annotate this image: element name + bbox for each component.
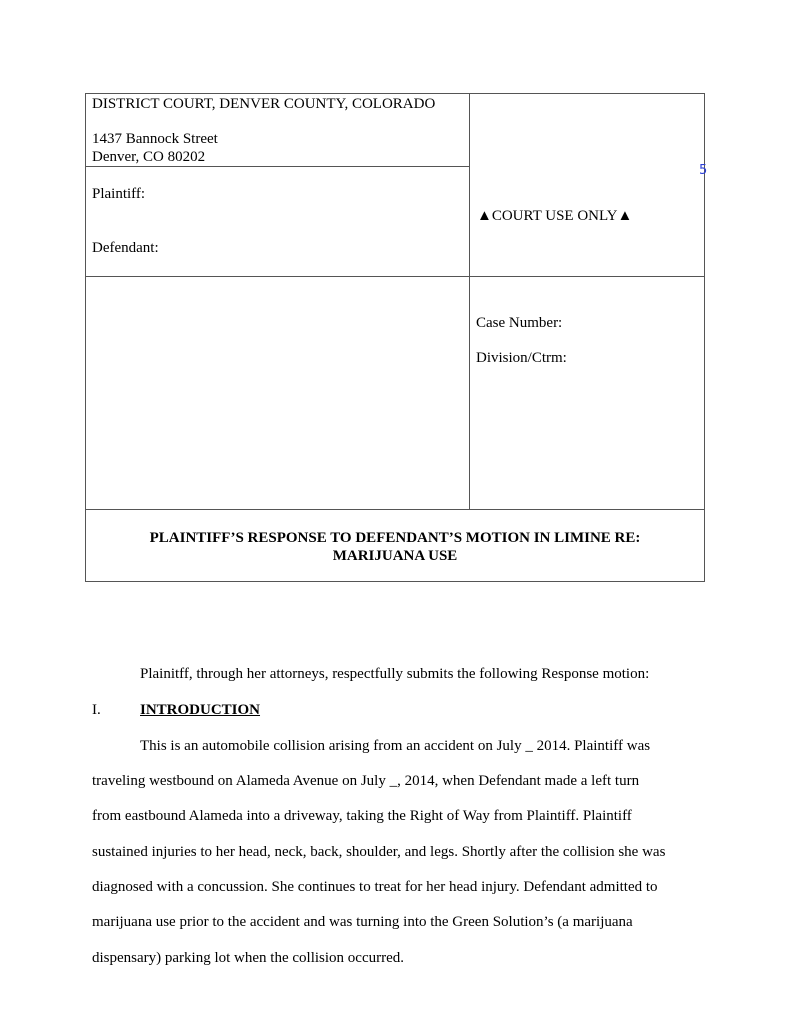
caption-divider-title: [86, 509, 704, 510]
document-title-line-2: MARIJUANA USE: [332, 548, 458, 564]
paragraph-line: sustained injuries to her head, neck, back, shoulder, and legs. Shortly after the collision she was: [92, 844, 666, 860]
caption-divider-parties: [86, 276, 704, 277]
case-caption-table: [85, 93, 708, 582]
section-number: I.: [92, 702, 101, 718]
case-number-label: Case Number:: [476, 315, 563, 331]
margin-revision-mark: 5: [699, 163, 708, 178]
paragraph-line: dispensary) parking lot when the collision occurred.: [92, 950, 404, 966]
paragraph-line: diagnosed with a concussion. She continues to treat for her head injury. Defendant admitted to: [92, 879, 658, 895]
paragraph-line: This is an automobile collision arising from an accident on July _ 2014. Plaintiff was: [140, 738, 651, 754]
caption-vertical-divider: [469, 94, 470, 510]
court-name: DISTRICT COURT, DENVER COUNTY, COLORADO: [92, 96, 436, 112]
paragraph-line: marijuana use prior to the accident and was turning into the Green Solution’s (a marijuana: [92, 914, 633, 930]
paragraph-line: from eastbound Alameda into a driveway, taking the Right of Way from Plaintiff. Plaintiff: [92, 808, 632, 824]
defendant-label: Defendant:: [92, 240, 159, 256]
court-city: Denver, CO 80202: [92, 149, 206, 165]
court-street: 1437 Bannock Street: [92, 131, 218, 147]
division-label: Division/Ctrm:: [476, 350, 567, 366]
document-title: [86, 529, 704, 565]
court-use-only-label: ▲COURT USE ONLY▲: [477, 208, 633, 224]
paragraph-line: traveling westbound on Alameda Avenue on July _, 2014, when Defendant made a left turn: [92, 773, 640, 789]
section-heading: INTRODUCTION: [140, 702, 261, 718]
caption-divider-court: [86, 166, 469, 167]
plaintiff-label: Plaintiff:: [92, 186, 146, 202]
intro-sentence: Plainitff, through her attorneys, respectfully submits the following Response motion:: [140, 666, 650, 682]
document-title-line-1: PLAINTIFF’S RESPONSE TO DEFENDANT’S MOTION IN LIMINE RE:: [149, 530, 641, 546]
